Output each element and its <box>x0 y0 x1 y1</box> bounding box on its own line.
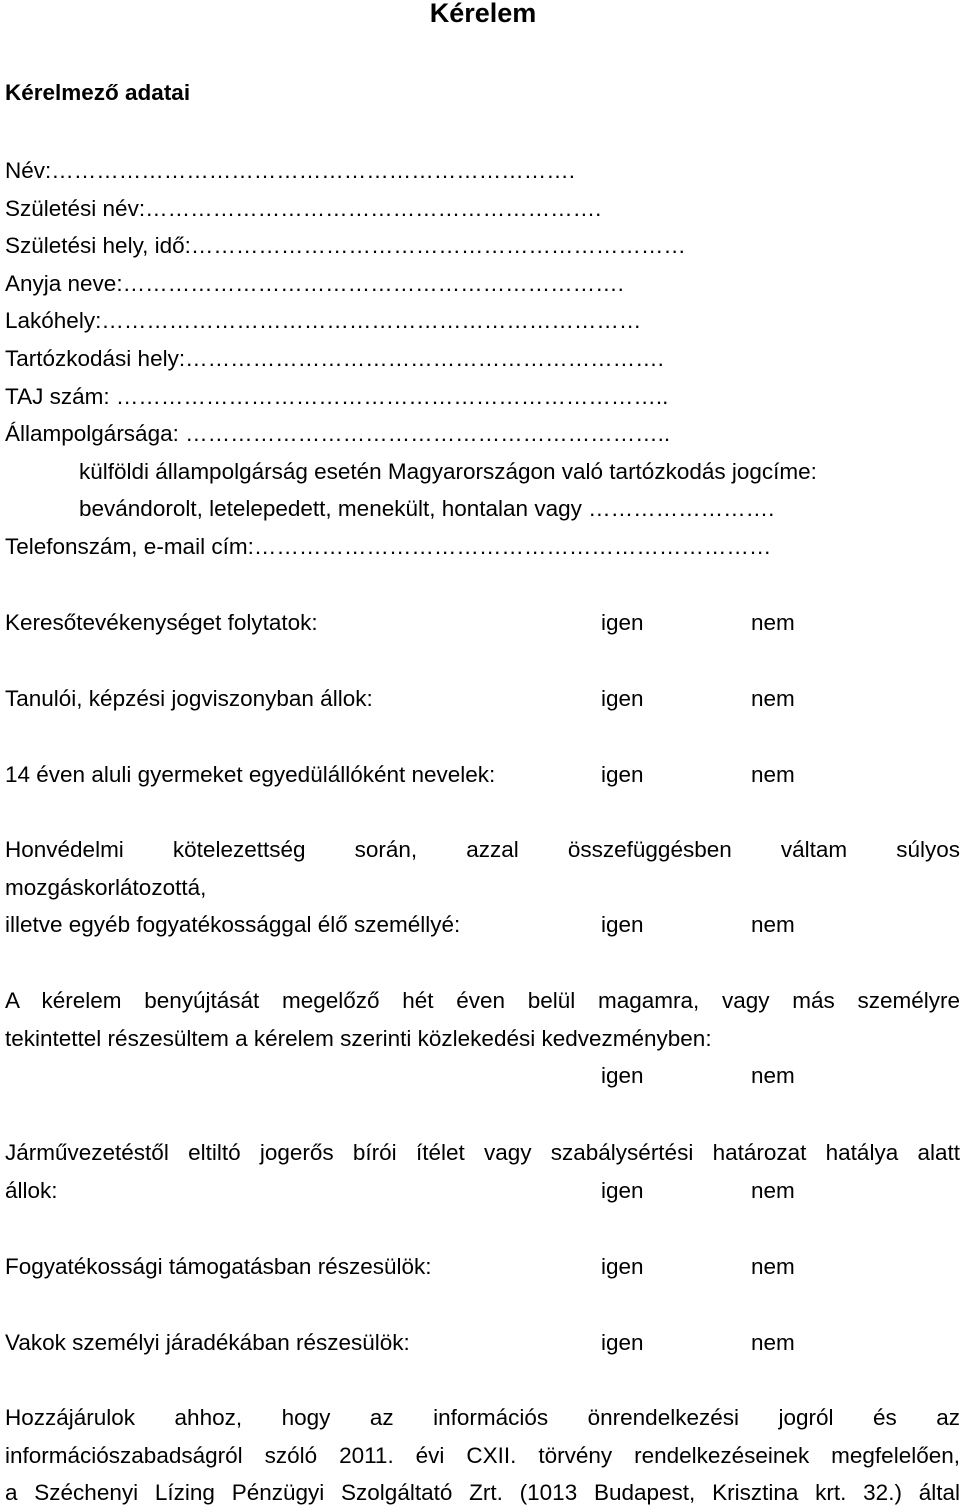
field-phone-email[interactable]: Telefonszám, e-mail cím:…………………………………………………………… <box>5 533 772 559</box>
option-yes[interactable]: igen <box>601 1063 644 1089</box>
question-prior-benefit <box>5 982 960 1095</box>
question-label: Keresőtevékenységet folytatok: <box>5 610 318 635</box>
question-label: Fogyatékossági támogatásban részesülök: <box>5 1254 432 1279</box>
question-label-line: tekintettel részesültem a kérelem szerinti közlekedési kedvezményben: <box>5 1025 712 1051</box>
field-stay-address[interactable]: Tartózkodási hely:………………………………………………………. <box>5 345 664 371</box>
consent-line: a Széchenyi Lízing Pénzügyi Szolgáltató Zrt. (1013 Budapest, Krisztina krt. 32.) által <box>5 1480 960 1506</box>
option-yes[interactable]: igen <box>601 912 644 938</box>
document-title: Kérelem <box>429 0 537 28</box>
consent-line: Hozzájárulok ahhoz, hogy az információs önrendelkezési jogról és az <box>5 1405 960 1430</box>
question-disability-support <box>5 1248 960 1286</box>
option-yes[interactable]: igen <box>601 1254 644 1279</box>
question-job-seeking <box>5 604 960 642</box>
question-label: Vakok személyi járadékában részesülök: <box>5 1330 410 1355</box>
question-label-line: állok: <box>5 1177 58 1203</box>
option-no[interactable]: nem <box>751 1254 795 1279</box>
question-driving-ban <box>5 1134 960 1209</box>
option-yes[interactable]: igen <box>601 1177 644 1203</box>
question-blind-allowance <box>5 1324 960 1362</box>
field-mother-name[interactable]: Anyja neve:…………………………………………………………. <box>5 270 624 296</box>
question-label: 14 éven aluli gyermeket egyedülállóként nevelek: <box>5 762 496 787</box>
option-no[interactable]: nem <box>751 686 795 711</box>
option-yes[interactable]: igen <box>601 686 644 711</box>
consent-paragraph <box>5 1399 960 1512</box>
applicant-fields <box>5 152 955 566</box>
field-citizenship[interactable]: Állampolgársága: ……………………………………………………….. <box>5 421 671 447</box>
question-label: Tanulói, képzési jogviszonyban állok: <box>5 686 373 711</box>
option-no[interactable]: nem <box>751 1330 795 1355</box>
question-student-status <box>5 680 960 718</box>
option-no[interactable]: nem <box>751 762 795 787</box>
question-label-line: Honvédelmi kötelezettség során, azzal összefüggésben váltam súlyos <box>5 837 960 862</box>
consent-line: információszabadságról szóló 2011. évi CXII. törvény rendelkezéseinek megfelelően, <box>5 1442 960 1468</box>
option-no[interactable]: nem <box>751 610 795 635</box>
field-taj-number[interactable]: TAJ szám: ……………………………………………………………….. <box>5 383 669 409</box>
question-label-line: A kérelem benyújtását megelőző hét éven belül magamra, vagy más személyre <box>5 988 960 1013</box>
field-birth-name[interactable]: Születési név:……………………………………………………. <box>5 195 602 221</box>
question-label-line: Járművezetéstől eltiltó jogerős bírói ítélet vagy szabálysértési határozat hatálya alatt <box>5 1140 960 1165</box>
field-name[interactable]: Név:……………………………………………………………. <box>5 158 576 183</box>
question-label-line: mozgáskorlátozottá, <box>5 874 207 900</box>
question-label-line: illetve egyéb fogyatékossággal élő személlyé: <box>5 912 461 938</box>
option-yes[interactable]: igen <box>601 610 644 635</box>
question-military-disability <box>5 831 960 944</box>
option-no[interactable]: nem <box>751 1177 795 1203</box>
field-residence[interactable]: Lakóhely:……………………………………………………………… <box>5 308 642 334</box>
section-heading: Kérelmező adatai <box>5 80 191 105</box>
field-residence-title[interactable]: bevándorolt, letelepedett, menekült, hontalan vagy ……………………. <box>79 496 775 522</box>
field-residence-title-note: külföldi állampolgárság esetén Magyarországon való tartózkodás jogcíme: <box>79 458 817 484</box>
option-no[interactable]: nem <box>751 912 795 938</box>
field-birth-place-date[interactable]: Születési hely, idő:………………………………………………………… <box>5 233 686 259</box>
question-single-parent <box>5 756 960 794</box>
option-yes[interactable]: igen <box>601 1330 644 1355</box>
option-no[interactable]: nem <box>751 1063 795 1089</box>
option-yes[interactable]: igen <box>601 762 644 787</box>
